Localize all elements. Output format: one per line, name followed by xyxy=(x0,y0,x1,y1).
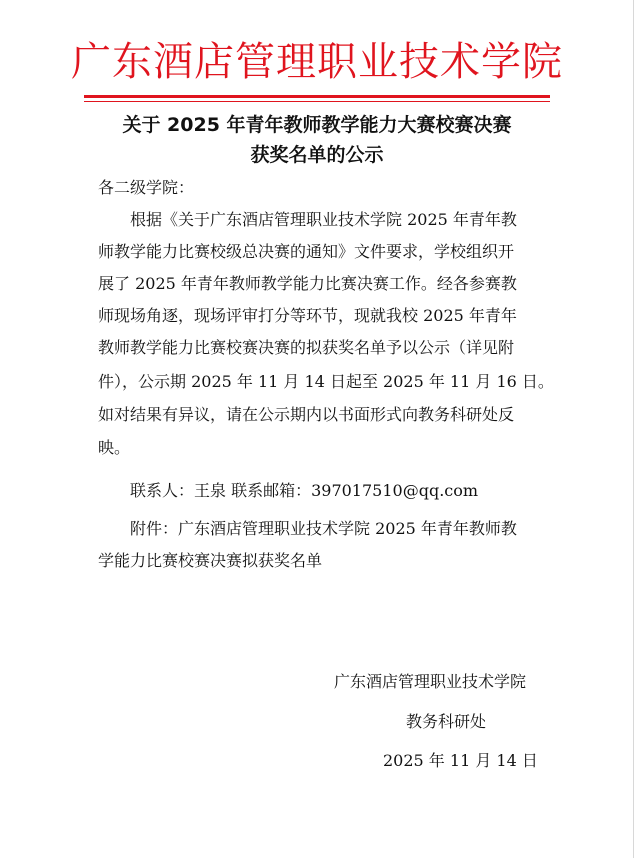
document-title xyxy=(60,110,574,170)
header-rule-thin xyxy=(84,101,550,102)
attachment-line: 附件：广东酒店管理职业技术学院 2025 年青年教师教 xyxy=(130,519,517,538)
header-rule-thick xyxy=(84,95,550,98)
attachment-line: 学能力比赛校赛决赛拟获奖名单 xyxy=(98,551,323,570)
document-title-line-1: 关于 2025 年青年教师教学能力大赛校赛决赛 xyxy=(122,114,512,136)
body-line: 展了 2025 年青年教师教学能力比赛决赛工作。经各参赛教 xyxy=(98,274,517,293)
signature-department: 教务科研处 xyxy=(406,712,487,731)
body-line: 根据《关于广东酒店管理职业技术学院 2025 年青年教 xyxy=(130,210,517,229)
body-line: 师教学能力比赛校级总决赛的通知》文件要求，学校组织开 xyxy=(98,242,515,261)
contact-line: 联系人：王泉 联系邮箱：397017510@qq.com xyxy=(130,481,479,500)
signature-institution: 广东酒店管理职业技术学院 xyxy=(334,672,527,691)
salutation: 各二级学院： xyxy=(98,178,195,197)
body-line: 件），公示期 2025 年 11 月 14 日起至 2025 年 11 月 16 日。 xyxy=(98,372,554,391)
signature-date: 2025 年 11 月 14 日 xyxy=(383,751,538,770)
document-title-line-2: 获奖名单的公示 xyxy=(250,144,384,166)
institution-header: 广东酒店管理职业技术学院 xyxy=(71,39,563,85)
body-line: 如对结果有异议，请在公示期内以书面形式向教务科研处反 xyxy=(98,405,515,424)
body-line: 师现场角逐，现场评审打分等环节，现就我校 2025 年青年 xyxy=(98,306,517,325)
body-line: 教师教学能力比赛校赛决赛的拟获奖名单予以公示（详见附 xyxy=(98,338,515,357)
body-line: 映。 xyxy=(98,438,131,457)
